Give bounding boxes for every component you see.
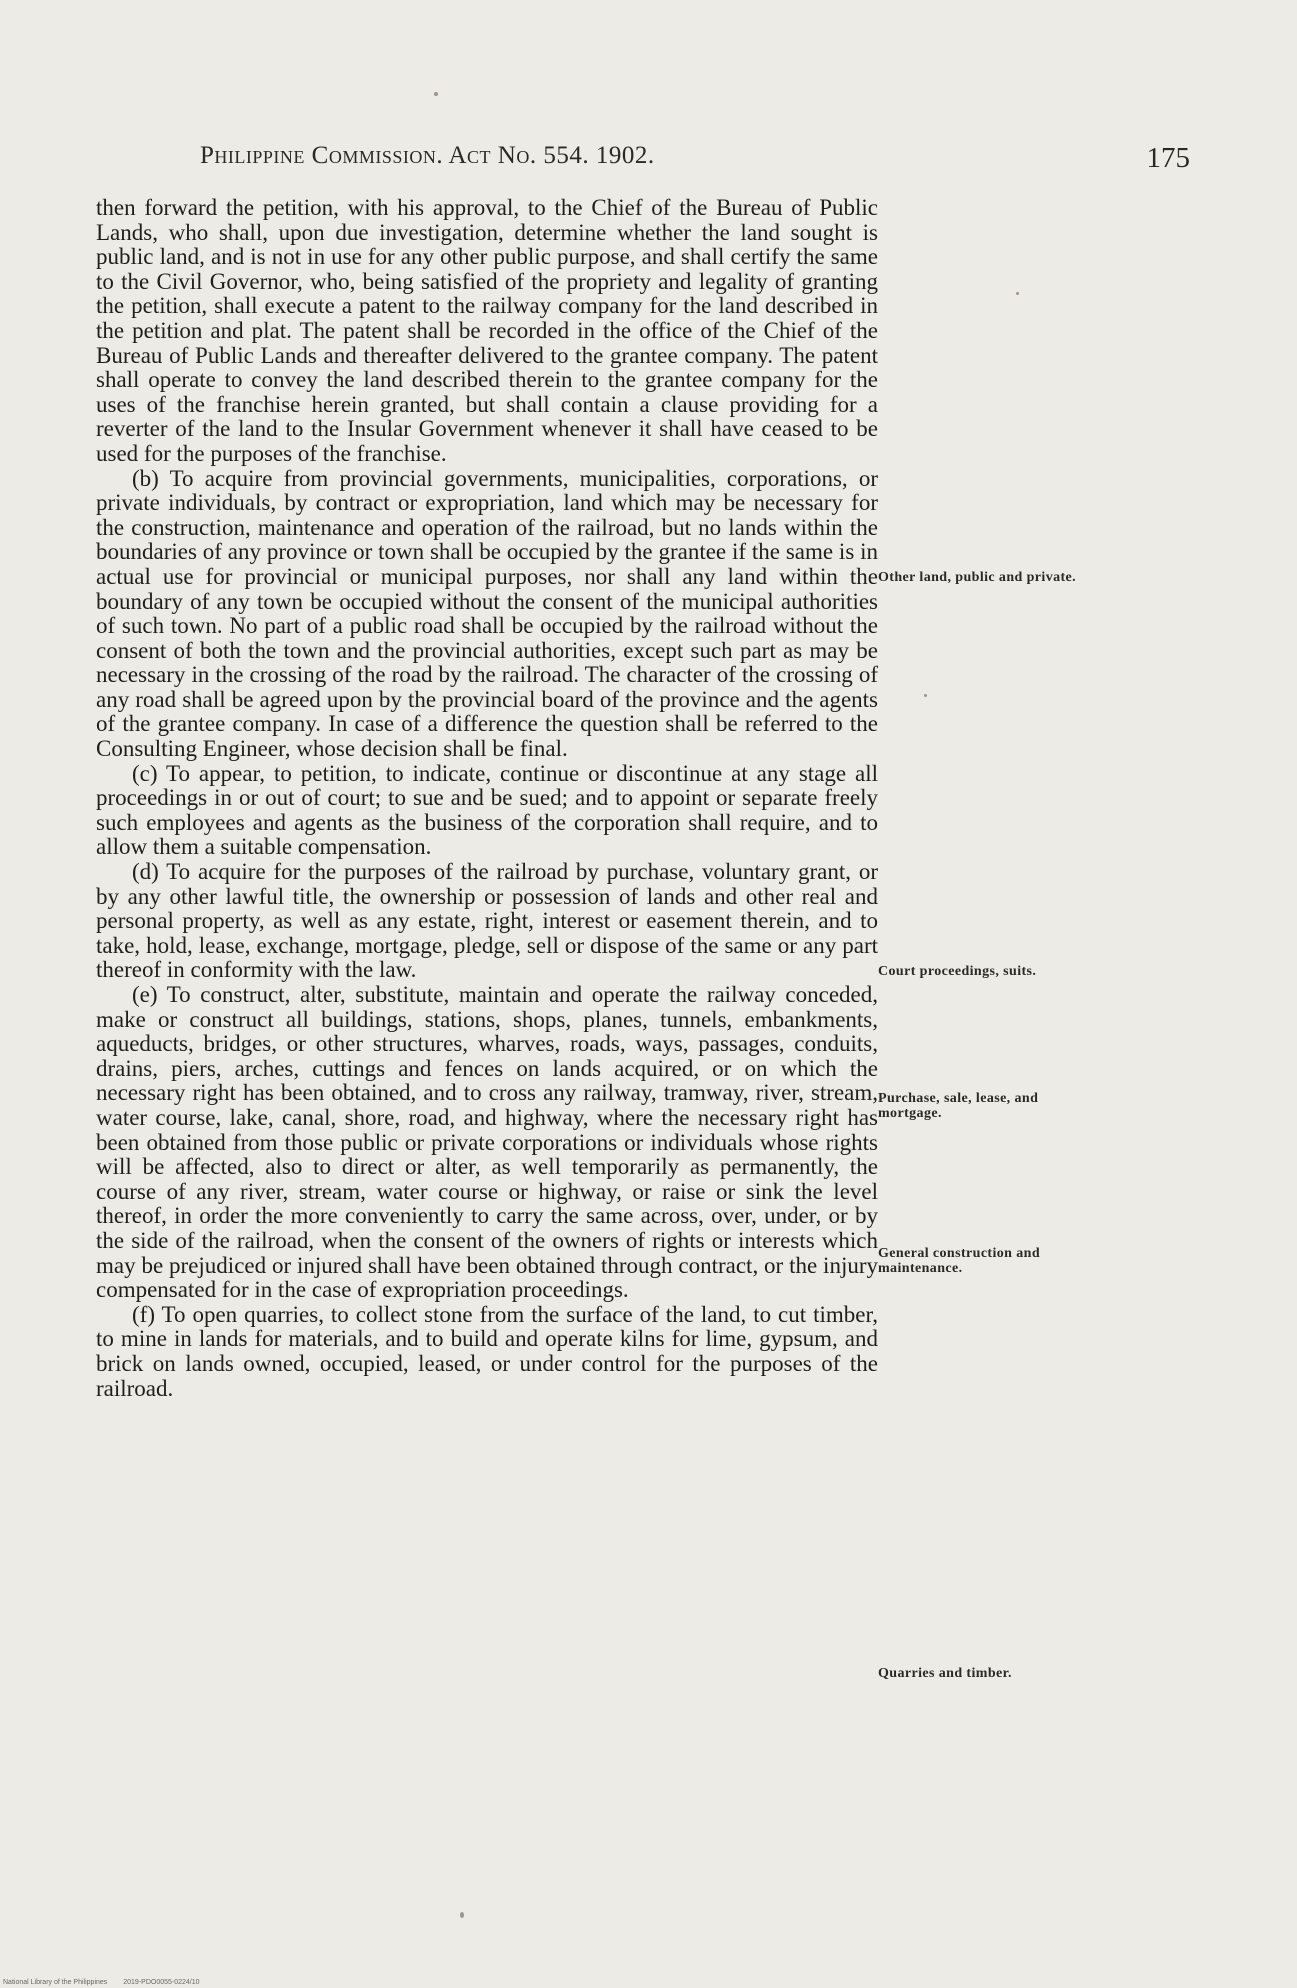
paragraph-d: (d) To acquire for the purposes of the railroad by purchase, voluntary grant, or by any other lawful title, the ownership or possession of lands and other real and personal property, as well as any estate, right, interest or easement therein, and to take, hold, lease, exchange, mortgage, pledge, sell or dispose of the same or any part thereof in conformity with the law. (96, 859, 878, 983)
paper-speck (1016, 292, 1019, 295)
footer-source: National Library of the Philippines (3, 1979, 108, 1986)
page-header (200, 142, 1190, 182)
paragraph-continued: then forward the petition, with his approval, to the Chief of the Bureau of Public Lands, who shall, upon due investigation, determine whether the land sought is public land, and is not in use for any other public purpose, and shall certify the same to the Civil Governor, who, being satisfied of the propriety and legality of granting the petition, shall execute a patent to the railway company for the land described in the petition and plat. The patent shall be recorded in the office of the Chief of the Bureau of Public Lands and thereafter delivered to the grantee company. The patent shall operate to convey the land described therein to the grantee company for the uses of the franchise herein granted, but shall contain a clause providing for a reverter of the land to the Insular Government whenever it shall have ceased to be used for the purposes of the franchise. (96, 195, 878, 466)
page-number: 175 (1146, 142, 1190, 174)
paragraph-f: (f) To open quarries, to collect stone from the surface of the land, to cut timber, to mine in lands for materials, and to build and operate kilns for lime, gypsum, and brick on lands owned, occupied, leased, or under control for the purposes of the railroad. (96, 1301, 878, 1401)
scan-footer (3, 1979, 214, 1986)
running-head: Philippine Commission. Act No. 554. 1902. (200, 142, 655, 169)
body-text (96, 196, 878, 1401)
paragraph-b: (b) To acquire from provincial governments, municipalities, corporations, or private individuals, by contract or expropriation, land which may be necessary for the construction, maintenance and operation of the railroad, but no lands within the boundaries of any province or town shall be occupied by the grantee if the same is in actual use for provincial or municipal purposes, nor shall any land within the boundary of any town be occupied without the consent of the municipal authorities of such town. No part of a public road shall be occupied by the railroad without the consent of both the town and the provincial authorities, except such part as may be necessary in the crossing of the road by the railroad. The character of the crossing of any road shall be agreed upon by the provincial board of the province and the agents of the grantee company. In case of a difference the question shall be referred to the Consulting Engineer, whose decision shall be final. (96, 465, 878, 762)
marginal-note-purchase-sale: Purchase, sale, lease, and mortgage. (878, 1091, 1039, 1121)
paper-speck (434, 92, 438, 96)
footer-id: 2019-PDO0055-0224/10 (123, 1979, 200, 1986)
paragraph-e: (e) To construct, alter, substitute, maintain and operate the railway conceded, make or construct all buildings, stations, shops, planes, tunnels, embankments, aqueducts, bridges, or other structures, wharves, roads, ways, passages, conduits, drains, piers, arches, cuttings and fences on lands acquired, or on which the necessary right has been obtained, and to cross any railway, tramway, river, stream, water course, lake, canal, shore, road, and highway, where the necessary right has been obtained from those public or private corporations or individuals whose rights will be affected, also to direct or alter, as well temporarily as permanently, the course of any river, stream, water course or highway, or raise or sink the level thereof, in order the more conveniently to carry the same across, over, under, or by the side of the railroad, when the consent of the owners of rights or interests which may be prejudiced or injured shall have been obtained through contract, or the injury compensated for in the case of expropriation proceedings. (96, 982, 878, 1303)
marginal-note-other-land: Other land, public and private. (878, 570, 1077, 585)
marginal-note-quarries-timber: Quarries and timber. (878, 1666, 1012, 1681)
paper-speck (460, 1912, 464, 1918)
paper-speck (924, 694, 927, 697)
marginal-note-general-construction: General construction and maintenance. (878, 1246, 1041, 1276)
paragraph-c: (c) To appear, to petition, to indicate, continue or discontinue at any stage all proceedings in or out of court; to sue and be sued; and to appoint or separate freely such employees and agents as the business of the corporation shall require, and to allow them a suitable compensation. (96, 760, 878, 860)
marginal-note-court-proceedings: Court proceedings, suits. (878, 964, 1037, 979)
